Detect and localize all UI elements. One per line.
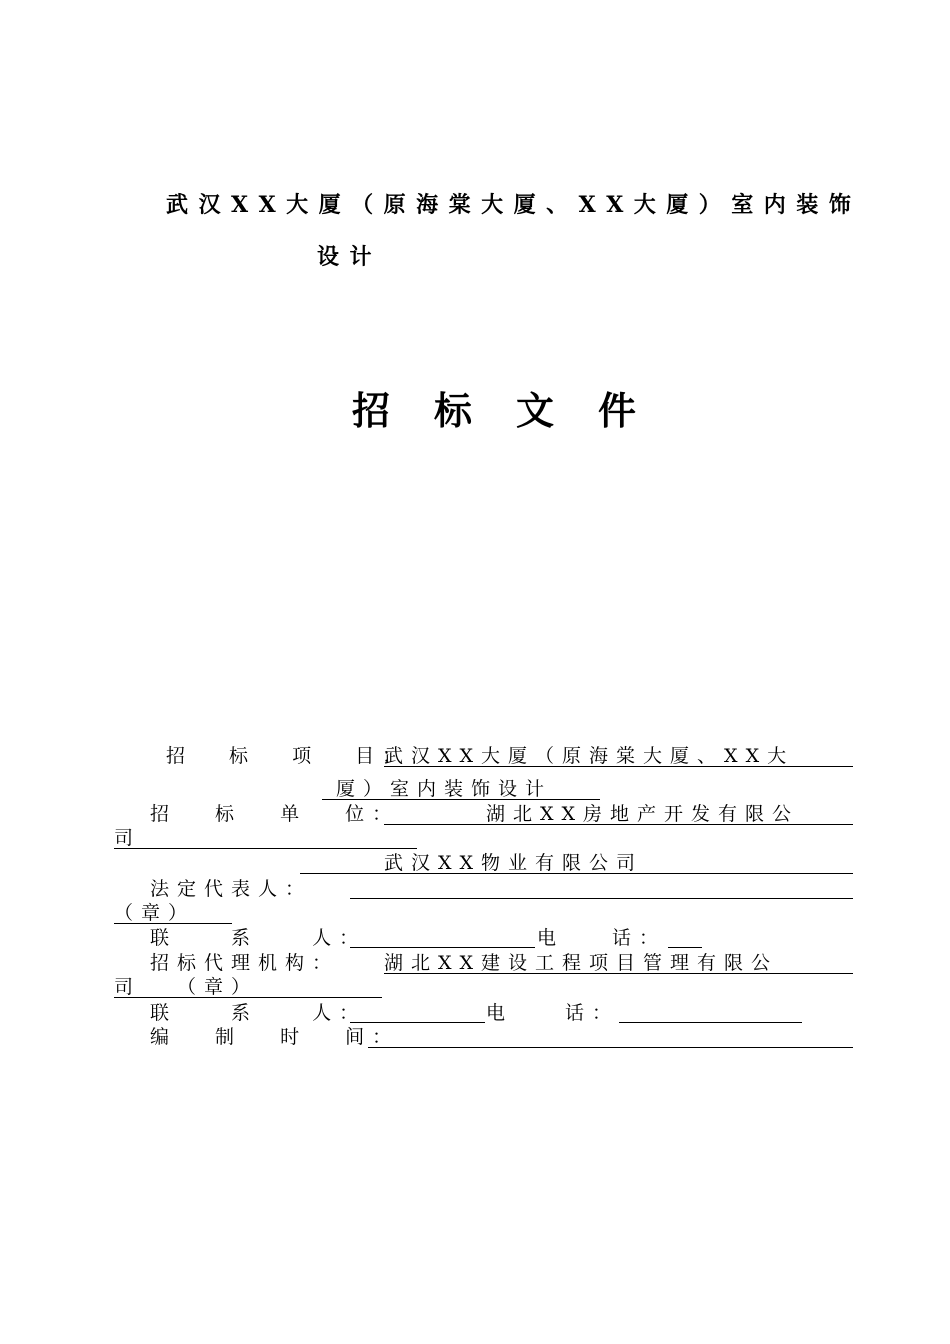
field-label-agency: 招标代理机构：: [150, 952, 340, 974]
contact-1-label-text: 联 系 人：: [150, 927, 367, 949]
legal-rep-underline: [350, 898, 853, 899]
project-title-line1: 武汉XX大厦（原海棠大厦、XX大厦）室内装饰: [166, 192, 862, 218]
tender-unit-underline-3: [300, 873, 853, 874]
field-label-compile-time: [150, 1025, 399, 1049]
field-label-contact-2: [150, 1001, 366, 1025]
tender-unit-underline-2: [114, 848, 417, 849]
field-value-tender-unit-2: 武汉XX物业有限公司: [384, 852, 644, 874]
agency-wrap-text: 司 （章）: [114, 976, 259, 998]
contact-2-label-text: 联 系 人：: [150, 1002, 367, 1024]
contact-2-underline: [350, 1022, 485, 1023]
field-label-project: [166, 744, 409, 768]
project-label-text: 招 标 项 目：: [166, 745, 410, 767]
field-legal-rep-seal: （章）: [114, 902, 196, 924]
field-value-tender-unit-wrap: 司: [114, 827, 142, 849]
compile-time-label-text: 编 制 时 间：: [150, 1026, 400, 1048]
field-label-legal-rep: 法定代表人：: [150, 878, 313, 900]
phone-2-underline: [619, 1022, 802, 1023]
field-label-tender-unit: [150, 802, 399, 826]
field-value-agency: 湖北XX建设工程项目管理有限公: [384, 952, 779, 974]
project-underline-1: [384, 766, 853, 767]
tender-unit-label-text: 招 标 单 位：: [150, 803, 400, 825]
phone-1-label-text: 电 话：: [537, 927, 667, 949]
field-label-phone-1: [537, 926, 666, 950]
field-label-contact-1: [150, 926, 366, 950]
field-value-tender-unit: 湖北XX房地产开发有限公: [486, 803, 800, 825]
compile-time-underline: [368, 1047, 853, 1048]
field-value-agency-wrap: [114, 975, 258, 999]
phone-2-label-text: 电 话：: [486, 1002, 620, 1024]
contact-1-underline: [350, 947, 535, 948]
document-title: 招标文件: [352, 388, 681, 433]
agency-underline-1: [384, 973, 853, 974]
field-value-project-line2: 厦）室内装饰设计: [336, 778, 553, 800]
project-title-line2: 设计: [317, 244, 383, 270]
field-value-project-line1: 武汉XX大厦（原海棠大厦、XX大: [384, 745, 795, 767]
legal-rep-seal-underline: [114, 923, 232, 924]
project-underline-2: [322, 799, 600, 800]
phone-1-underline: [668, 947, 702, 948]
tender-unit-underline-1: [384, 824, 853, 825]
field-label-phone-2: [486, 1001, 619, 1025]
agency-underline-2: [114, 997, 382, 998]
